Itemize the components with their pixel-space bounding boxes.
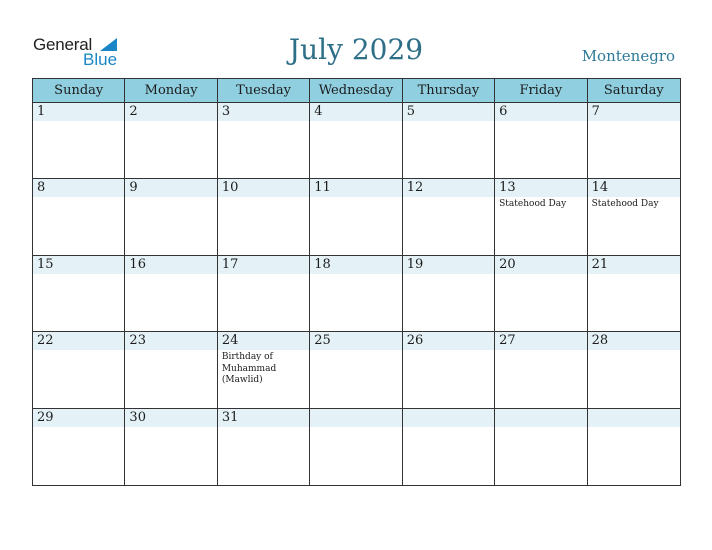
day-number: 27 xyxy=(499,333,516,349)
day-number-band xyxy=(495,409,586,427)
day-number-band xyxy=(310,409,401,427)
day-number: 31 xyxy=(221,409,239,425)
day-number: 24 xyxy=(221,333,239,349)
day-number-band xyxy=(125,103,216,121)
day-cell xyxy=(125,332,217,408)
day-cell xyxy=(495,103,587,179)
day-cell xyxy=(588,332,680,408)
header-wednesday: Wednesday xyxy=(310,79,402,103)
day-number: 29 xyxy=(37,409,54,425)
day-cell xyxy=(403,103,495,179)
day-cell xyxy=(33,409,125,485)
day-cell xyxy=(495,256,587,332)
day-number-band xyxy=(403,409,494,427)
day-cell xyxy=(495,332,587,408)
day-number: 2 xyxy=(129,104,138,119)
day-cell xyxy=(588,103,680,179)
day-number: 20 xyxy=(499,256,516,272)
day-number: 19 xyxy=(406,256,424,272)
day-cell xyxy=(33,103,125,179)
day-number-band xyxy=(588,103,680,121)
day-number: 4 xyxy=(314,104,323,119)
header-thursday: Thursday xyxy=(403,79,495,103)
day-number: 9 xyxy=(129,180,138,196)
day-cell xyxy=(495,409,587,485)
day-number: 28 xyxy=(591,333,609,349)
day-number: 1 xyxy=(37,104,46,119)
day-number: 13 xyxy=(499,180,516,196)
day-number: 3 xyxy=(221,104,231,119)
holiday-label: Birthday of Muhammad (Mawlid) xyxy=(221,352,277,386)
day-cell xyxy=(218,332,310,408)
day-number: 14 xyxy=(591,180,609,196)
day-number: 18 xyxy=(314,256,331,272)
day-cell xyxy=(218,103,310,179)
day-number-band xyxy=(33,179,124,197)
day-cell xyxy=(588,179,680,255)
day-number: 22 xyxy=(37,333,54,349)
day-number-band xyxy=(495,103,586,121)
day-cell xyxy=(310,103,402,179)
day-cell xyxy=(310,256,402,332)
day-cell xyxy=(310,409,402,485)
day-cell xyxy=(588,409,680,485)
holiday-label: Statehood Day xyxy=(499,199,567,210)
day-cell xyxy=(33,256,125,332)
day-cell xyxy=(218,256,310,332)
day-cell xyxy=(403,332,495,408)
day-number: 10 xyxy=(221,180,239,196)
day-number: 5 xyxy=(406,104,415,119)
header-tuesday: Tuesday xyxy=(218,79,310,103)
day-number-band xyxy=(33,103,124,121)
day-cell xyxy=(495,179,587,255)
day-number: 7 xyxy=(591,104,600,119)
day-number: 8 xyxy=(37,180,46,196)
day-number: 6 xyxy=(499,104,508,119)
day-cell xyxy=(33,179,125,255)
day-cell xyxy=(218,409,310,485)
day-number: 12 xyxy=(406,180,424,196)
day-cell xyxy=(125,179,217,255)
day-number: 25 xyxy=(314,333,331,349)
calendar-grid xyxy=(32,78,681,486)
day-number-band xyxy=(125,179,216,197)
day-number-band xyxy=(403,103,494,121)
day-number: 15 xyxy=(37,256,54,272)
day-number: 26 xyxy=(406,333,424,349)
day-number-band xyxy=(310,103,401,121)
header-sunday: Sunday xyxy=(33,79,125,103)
day-cell xyxy=(33,332,125,408)
day-cell xyxy=(125,103,217,179)
header-saturday: Saturday xyxy=(588,79,680,103)
day-cell xyxy=(403,256,495,332)
header-monday: Monday xyxy=(125,79,217,103)
day-cell xyxy=(125,409,217,485)
header-friday: Friday xyxy=(495,79,587,103)
day-number-band xyxy=(218,103,309,121)
logo-general-text: General xyxy=(33,35,93,54)
day-number: 23 xyxy=(129,333,146,349)
day-number: 11 xyxy=(314,180,331,196)
day-number-band xyxy=(588,409,680,427)
day-cell xyxy=(403,409,495,485)
day-cell xyxy=(588,256,680,332)
day-number: 16 xyxy=(129,256,146,272)
day-cell xyxy=(218,179,310,255)
day-cell xyxy=(125,256,217,332)
day-cell xyxy=(310,332,402,408)
calendar-title: July 2029 xyxy=(288,33,424,66)
day-number: 17 xyxy=(221,256,239,272)
logo-blue-text: Blue xyxy=(83,50,118,69)
country-name: Montenegro xyxy=(581,47,675,65)
day-number: 21 xyxy=(591,256,609,272)
day-number: 30 xyxy=(129,409,146,425)
day-cell xyxy=(403,179,495,255)
day-cell xyxy=(310,179,402,255)
holiday-label: Statehood Day xyxy=(591,199,659,210)
